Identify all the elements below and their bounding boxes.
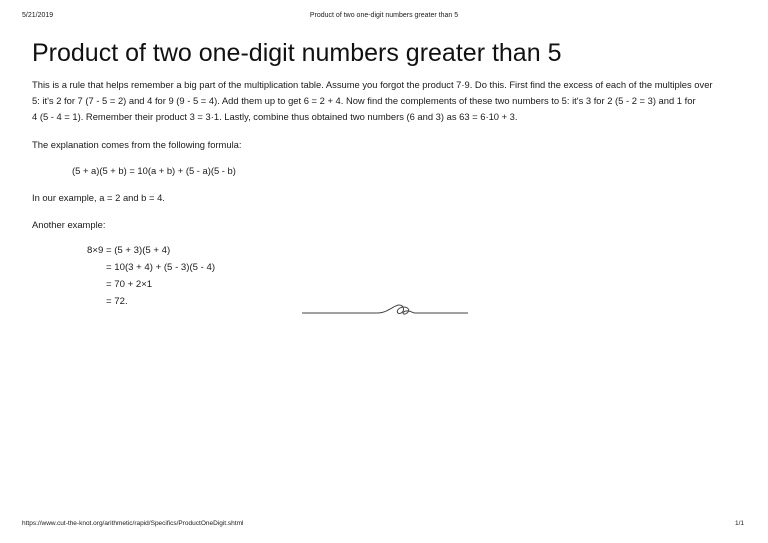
calc-line: = 72. (106, 296, 128, 307)
intro-line: 4 (5 - 4 = 1). Remember their product 3 = 3·1. Lastly, combine thus obtained two numbers (6 and 3) as 63 = 6·10 + 3. (32, 111, 518, 122)
intro-line: 5: it's 2 for 7 (7 - 5 = 2) and 4 for 9 (9 - 5 = 4). Add them up to get 6 = 2 + 4. Now find the complements of these two numbers to 5: it's 3 for 2 (5 - 2 = 3) and 1 for (32, 95, 696, 106)
print-header (0, 12, 768, 24)
page-number: 1/1 (734, 520, 744, 527)
calc-line: = 10(3 + 4) + (5 - 3)(5 - 4) (106, 262, 216, 273)
intro-line: This is a rule that helps remember a big part of the multiplication table. Assume you forgot the product 7·9. Do this. First find the excess of each of the multiples over (32, 79, 713, 90)
print-title: Product of two one-digit numbers greater than 5 (309, 12, 459, 19)
page-url: https://www.cut-the-knot.org/arithmetic/rapid/Specifics/ProductOneDigit.shtml (22, 520, 244, 527)
calc-line: = 70 + 2×1 (106, 279, 153, 290)
example-note: In our example, a = 2 and b = 4. (32, 192, 165, 203)
formula: (5 + a)(5 + b) = 10(a + b) + (5 - a)(5 - b) (72, 165, 236, 176)
intro-paragraph (32, 77, 742, 125)
another-example-label: Another example: (32, 219, 106, 230)
divider-ornament-icon (302, 300, 468, 320)
print-date: 5/21/2019 (22, 12, 54, 19)
calc-line: 8×9 = (5 + 3)(5 + 4) (87, 245, 171, 256)
explanation-text: The explanation comes from the following formula: (32, 139, 242, 150)
page-title: Product of two one-digit numbers greater than 5 (32, 39, 562, 67)
article (32, 36, 742, 310)
